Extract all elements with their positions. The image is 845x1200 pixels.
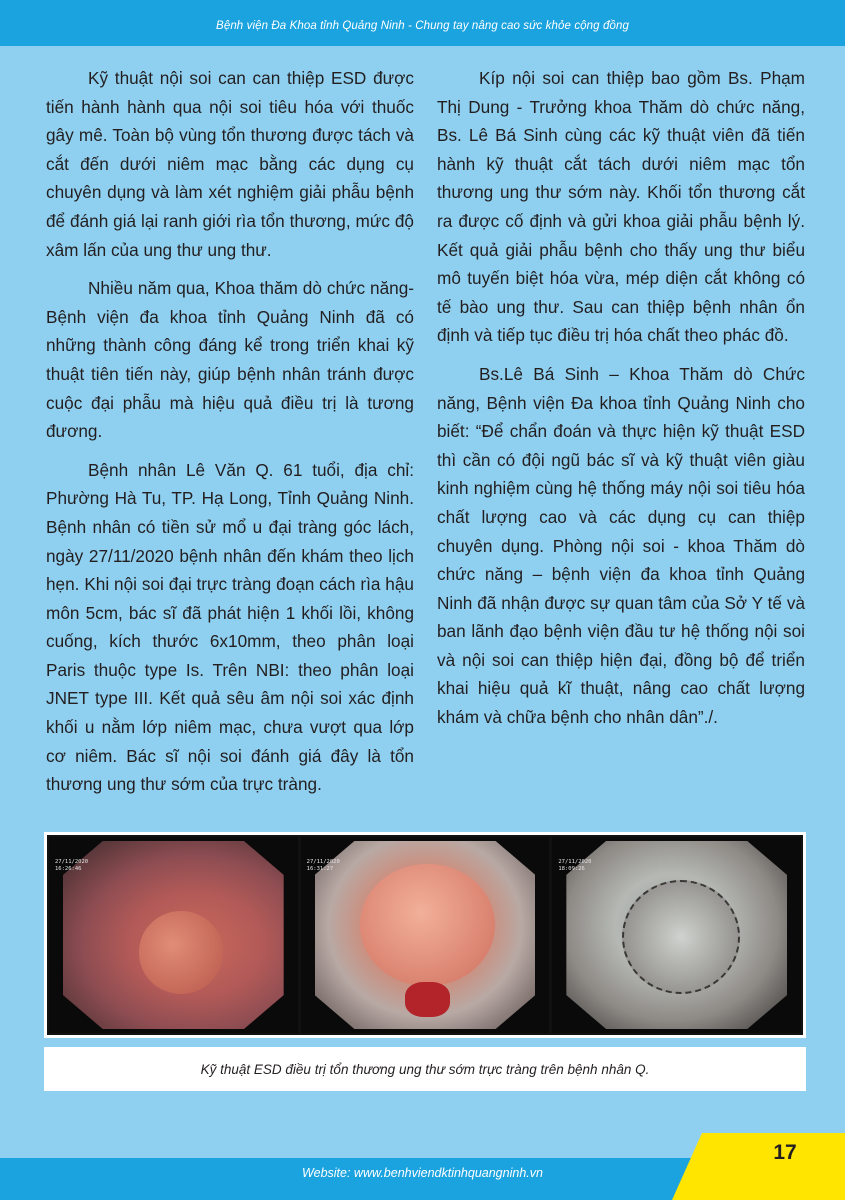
endoscopy-image-during	[301, 837, 550, 1033]
image-timestamp: 27/11/2020 18:09:26	[558, 859, 592, 872]
footer-website[interactable]: Website: www.benhviendktinhquangninh.vn	[302, 1166, 543, 1180]
endoscopy-image-before	[49, 837, 298, 1033]
lesion	[139, 911, 224, 993]
image-timestamp: 27/11/2020 16:26:46	[55, 859, 89, 872]
paragraph: Nhiều năm qua, Khoa thăm dò chức năng- Bệnh viện đa khoa tỉnh Quảng Ninh đã có những thành công đáng kể trong triển khai kỹ thuật tiên tiến này, giúp bệnh nhân tránh được cuộc đại phẫu mà hiệu quả điều trị là tương đương.	[46, 278, 414, 442]
figure-caption: Kỹ thuật ESD điều trị tổn thương ung thư sớm trực tràng trên bệnh nhân Q.	[200, 1061, 650, 1077]
lesion	[360, 864, 494, 986]
endoscopy-figure	[44, 832, 806, 1038]
resection-site	[622, 880, 740, 994]
right-column	[437, 64, 805, 742]
image-timestamp: 27/11/2020 16:31:27	[306, 859, 340, 872]
left-column	[46, 64, 414, 809]
paragraph: Kỹ thuật nội soi can can thiệp ESD được tiến hành hành qua nội soi tiêu hóa với thuốc gây mê. Toàn bộ vùng tổn thương được tách và cắt đến dưới niêm mạc bằng các dụng cụ chuyên dụng và làm xét nghiệm giải phẫu bệnh để đánh giá lại ranh giới rìa tổn thương, mức độ xâm lấn của ung thư ung thư.	[46, 68, 414, 260]
bleeding-spot	[405, 982, 450, 1017]
header-tagline: Bệnh viện Đa Khoa tỉnh Quảng Ninh - Chung tay nâng cao sức khỏe cộng đồng	[216, 20, 629, 32]
paragraph: Kíp nội soi can thiệp bao gồm Bs. Phạm Thị Dung - Trưởng khoa Thăm dò chức năng, Bs. Lê Bá Sinh cùng các kỹ thuật viên đã tiến hành kỹ thuật cắt tách dưới niêm mạc tổn thương ung thư sớm này. Khối tổn thương cắt ra được cố định và gửi khoa giải phẫu bệnh lý. Kết quả giải phẫu bệnh cho thấy ung thư biểu mô tuyến biệt hóa vừa, mép diện cắt không có tế bào ung thư. Sau can thiệp bệnh nhân ổn định và tiếp tục điều trị hóa chất theo phác đồ.	[437, 68, 805, 346]
endoscopy-image-after	[552, 837, 801, 1033]
paragraph: Bệnh nhân Lê Văn Q. 61 tuổi, địa chỉ: Phường Hà Tu, TP. Hạ Long, Tỉnh Quảng Ninh. Bệnh nhân có tiền sử mổ u đại tràng góc lách, ngày 27/11/2020 bệnh nhân đến khám theo lịch hẹn. Khi nội soi đại trực tràng đoạn cách rìa hậu môn 5cm, bác sĩ đã phát hiện 1 khối lồi, không cuống, kích thước 6x10mm, theo phân loại Paris thuộc type Is. Trên NBI: theo phân loại JNET type III. Kết quả sêu âm nội soi xác định khối u nằm lớp niêm mạc, chưa vượt qua lớp cơ niêm. Bác sĩ nội soi đánh giá đây là tổn thương ung thư sớm của trực tràng.	[46, 459, 414, 795]
paragraph: Bs.Lê Bá Sinh – Khoa Thăm dò Chức năng, Bệnh viện Đa khoa tỉnh Quảng Ninh cho biết: “Để chẩn đoán và thực hiện kỹ thuật ESD thì cần có đội ngũ bác sĩ và kỹ thuật viên giàu kinh nghiệm cùng hệ thống máy nội soi tiêu hóa chất lượng cao và các dụng cụ can thiệp chuyên dụng. Phòng nội soi - khoa Thăm dò chức năng – bệnh viện đa khoa tỉnh Quảng Ninh đã nhận được sự quan tâm của Sở Y tế và ban lãnh đạo bệnh viện đầu tư hệ thống nội soi và nội soi can thiệp hiện đại, đồng bộ để triển khai hiệu quả kĩ thuật, nâng cao chất lượng khám và chữa bệnh cho nhân dân”./.	[437, 363, 805, 728]
page-number: 17	[773, 1141, 797, 1164]
caption-box	[44, 1047, 806, 1091]
